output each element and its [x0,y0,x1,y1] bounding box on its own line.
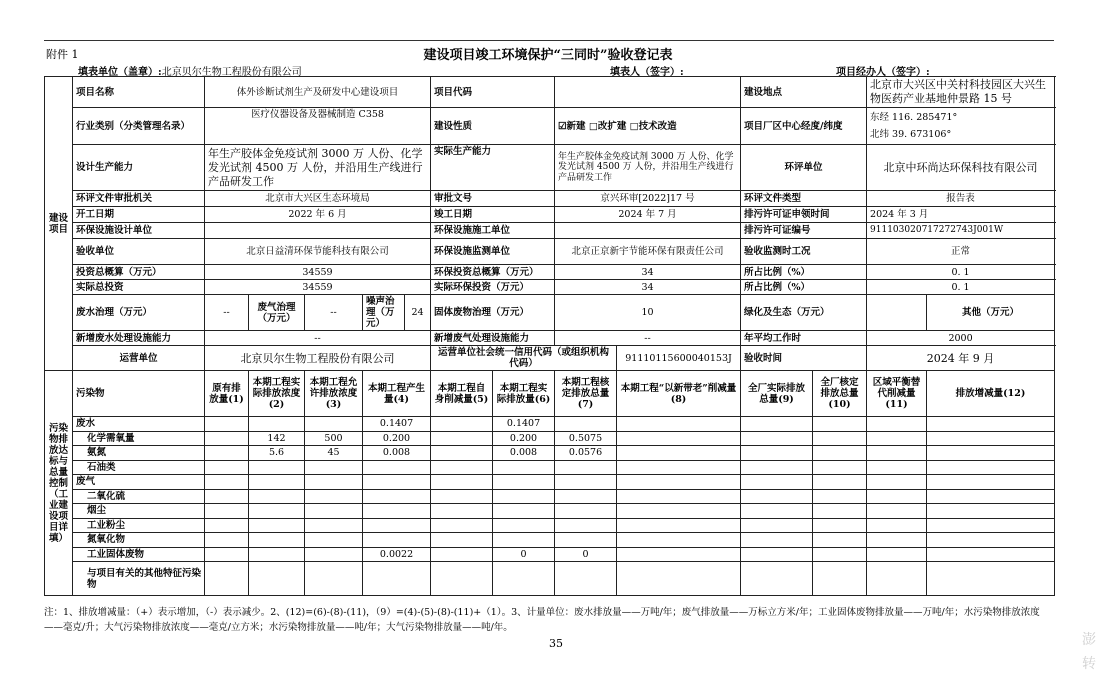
pollutant-cell [741,562,813,596]
pollutant-cell [867,518,927,533]
pollutant-cell: 0.200 [363,431,431,446]
pollutant-side-label: 污染物排放达标与总量控制（工业建设项目详填） [45,371,73,596]
other-label: 其他（万元） [927,295,1055,331]
pollutant-cell: 0 [493,547,555,562]
pollutant-cell [305,518,363,533]
finish-date-value: 2024 年 7 月 [555,207,741,223]
pollutant-cell [205,547,249,562]
acceptance-time-label: 验收时间 [741,346,867,371]
pollutant-header-2: 本期工程实际排放浓度(2) [249,371,305,417]
filler-unit-value: 北京贝尔生物工程股份有限公司 [161,67,302,78]
pollutant-cell [741,460,813,475]
pollutant-cell [205,518,249,533]
pollutant-cell [249,547,305,562]
footnote: 注：1、排放增减量：（+）表示增加，（-）表示减少。2、(12)=(6)-(8)-(11)，（9）=(4)-(5)-(8)-(11)+（1）。3、计量单位：废水排放量——万吨/年；废气排放量——万标立方米/年；工业固体废物排放量——万吨/年；水污染物排放浓度——毫克/升；大气污染物排放浓度——毫克/立方米；水污染物排放量——吨/年；大气污染物排放量——吨/年。 [44,607,1040,633]
pollutant-cell [431,446,493,461]
pollutant-cell [249,518,305,533]
pollutant-cell [205,489,249,504]
pollutant-cell [867,504,927,519]
pollutant-header-3: 本期工程允许排放浓度(3) [305,371,363,417]
pollutant-cell [927,518,1055,533]
credit-code-value: 91110115600040153J [617,346,741,371]
pollutant-cell [249,533,305,548]
greening-value [867,295,927,331]
ratio2-label: 所占比例（%） [741,280,867,295]
solid-treatment-label: 固体废物治理（万元） [431,295,555,331]
table-row [45,489,1055,504]
pollutant-cell [305,475,363,490]
top-rule [44,40,1054,41]
permit-no-value: 911103020717272743J001W [867,223,1055,239]
investment-budget-label: 投资总概算（万元） [73,265,205,280]
investment-actual-value: 34559 [205,280,431,295]
pollutant-cell [867,446,927,461]
center-value [867,108,1055,145]
watermark-char-2: 转 [1082,656,1096,672]
pollutant-cell [249,504,305,519]
pollutant-cell [555,562,617,596]
pollutant-cell: 5.6 [249,446,305,461]
pollutant-cell [741,489,813,504]
ratio2-value: 0. 1 [867,280,1055,295]
env-budget-label: 环保投资总概算（万元） [431,265,555,280]
pollutant-name: 化学需氧量 [73,431,205,446]
pollutant-cell [741,446,813,461]
pollutant-header-8: 本期工程“以新带老”削减量(8) [617,371,741,417]
eia-unit-label: 环评单位 [741,145,867,191]
eia-type-label: 环评文件类型 [741,191,867,207]
pollutant-cell: 0.0576 [555,446,617,461]
pollutant-cell [927,446,1055,461]
name-value: 体外诊断试剂生产及研发中心建设项目 [205,77,431,108]
pollutant-cell [363,489,431,504]
pollutant-cell [305,562,363,596]
env-build-value [555,223,741,239]
pollutant-cell [249,417,305,432]
pollutant-cell: 142 [249,431,305,446]
water-treatment-label: 废水治理（万元） [73,295,205,331]
pollutant-cell [867,475,927,490]
pollutant-cell [493,460,555,475]
pollutant-cell [813,431,867,446]
investment-budget-value: 34559 [205,265,431,280]
registration-table [44,76,1055,596]
noise-treatment-value: 24 [405,295,431,331]
pollutant-header-9: 全厂实际排放总量(9) [741,371,813,417]
location-label: 建设地点 [741,77,867,108]
env-actual-label: 实际环保投资（万元） [431,280,555,295]
pollutant-cell [927,417,1055,432]
pollutant-cell [617,446,741,461]
nature-value: ☑新建 □改扩建 □技术改造 [555,108,741,145]
pollutant-cell [305,460,363,475]
pollutant-cell: 0.008 [363,446,431,461]
working-hours-value: 2000 [867,331,1055,346]
finish-date-label: 竣工日期 [431,207,555,223]
new-gas-capacity-value: -- [555,331,741,346]
table-row [45,518,1055,533]
pollutant-cell [617,533,741,548]
pollutant-cell: 45 [305,446,363,461]
ratio-value: 0. 1 [867,265,1055,280]
pollutant-cell [617,460,741,475]
credit-code-label: 运营单位社会统一信用代码（或组织机构代码） [431,346,617,371]
pollutant-cell: 0.5075 [555,431,617,446]
pollutant-cell [431,562,493,596]
noise-treatment-label: 噪声治理（万元） [363,295,405,331]
center-label: 项目厂区中心经度/纬度 [741,108,867,145]
pollutant-header-12: 排放增减量(12) [927,371,1055,417]
pollutant-cell [249,562,305,596]
pollutant-name: 石油类 [73,460,205,475]
working-hours-label: 年平均工作时 [741,331,867,346]
env-design-value [205,223,431,239]
pollutant-header-6: 本期工程实际排放量(6) [493,371,555,417]
new-water-capacity-label: 新增废水处理设施能力 [73,331,205,346]
pollutant-cell [867,489,927,504]
attachment-label: 附件 1 [46,48,79,61]
pollutant-cell [741,533,813,548]
env-build-label: 环保设施施工单位 [431,223,555,239]
new-gas-capacity-label: 新增废气处理设施能力 [431,331,555,346]
filler-person: 填表人（签字）: [610,67,684,78]
investment-actual-label: 实际总投资 [73,280,205,295]
acceptance-unit-value: 北京日益清环保节能科技有限公司 [205,239,431,265]
pollutant-cell [741,431,813,446]
ratio-label: 所占比例（%） [741,265,867,280]
pollutant-cell [305,504,363,519]
pollutant-cell [305,417,363,432]
approval-no-label: 审批文号 [431,191,555,207]
table-row [45,460,1055,475]
pollutant-cell [617,475,741,490]
permit-no-label: 排污许可证编号 [741,223,867,239]
pollutant-cell [205,446,249,461]
filler-unit: 填表单位（盖章）:北京贝尔生物工程股份有限公司 [78,67,302,78]
pollutant-cell [741,417,813,432]
pollutant-cell [431,547,493,562]
longitude: 东经 116. 285471° [870,112,958,123]
eia-type-value: 报告表 [867,191,1055,207]
pollutant-header-4: 本期工程产生量(4) [363,371,431,417]
pollutant-header-1: 原有排放量(1) [205,371,249,417]
pollutant-cell [927,562,1055,596]
pollutant-cell [555,518,617,533]
start-date-label: 开工日期 [73,207,205,223]
pollutant-cell [813,547,867,562]
approval-org-label: 环评文件审批机关 [73,191,205,207]
env-budget-value: 34 [555,265,741,280]
name-label: 项目名称 [73,77,205,108]
design-capacity-label: 设计生产能力 [73,145,205,191]
pollutant-name: 氨氮 [73,446,205,461]
location-value: 北京市大兴区中关村科技园区大兴生物医药产业基地仲景路 15 号 [867,77,1055,108]
pollutant-cell [431,431,493,446]
pollutant-cell [363,475,431,490]
pollutant-cell [617,431,741,446]
solid-treatment-value: 10 [555,295,741,331]
pollutant-cell [813,460,867,475]
latitude: 北纬 39. 673106° [870,129,952,140]
table-row [45,547,1055,562]
pollutant-name: 二氧化硫 [73,489,205,504]
permit-date-label: 排污许可证申领时间 [741,207,867,223]
pollutant-cell [555,460,617,475]
pollutant-cell: 500 [305,431,363,446]
pollutant-cell [813,504,867,519]
pollutant-cell [741,504,813,519]
table-row [45,446,1055,461]
pollutant-cell [867,533,927,548]
pollutant-cell [617,547,741,562]
pollutant-cell [249,460,305,475]
gas-treatment-label: 废气治理（万元） [249,295,305,331]
pollutant-name: 烟尘 [73,504,205,519]
pollutant-cell [205,562,249,596]
code-label: 项目代码 [431,77,555,108]
project-manager: 项目经办人（签字）: [836,67,930,78]
pollutant-cell [555,475,617,490]
pollutant-cell [249,489,305,504]
pollutant-cell [431,417,493,432]
pollutant-cell [363,460,431,475]
pollutant-cell [741,475,813,490]
industry-label: 行业类别（分类管理名录） [73,108,205,145]
watermark [1082,628,1096,676]
operator-unit-value: 北京贝尔生物工程股份有限公司 [205,346,431,371]
pollutant-header-11: 区域平衡替代削减量(11) [867,371,927,417]
pollutant-cell [813,562,867,596]
actual-capacity-value: 年生产胶体金免疫试剂 3000 万 人份、化学发光试剂 4500 万 人份，并沿用生产线进行产品研发工作 [555,145,741,191]
water-treatment-value: -- [205,295,249,331]
pollutant-name: 工业固体废物 [73,547,205,562]
pollutant-cell [617,518,741,533]
page-number: 35 [549,637,563,650]
approval-org-value: 北京市大兴区生态环境局 [205,191,431,207]
monitor-condition-label: 验收监测时工况 [741,239,867,265]
table-row [45,475,1055,490]
pollutant-cell: 0.200 [493,431,555,446]
pollutant-cell [205,417,249,432]
pollutant-cell [555,489,617,504]
pollutant-cell [305,489,363,504]
pollutant-cell [813,489,867,504]
pollutant-cell [305,547,363,562]
pollutant-cell [555,504,617,519]
new-water-capacity-value: -- [205,331,431,346]
pollutant-name: 工业粉尘 [73,518,205,533]
code-value [555,77,741,108]
greening-label: 绿化及生态（万元） [741,295,867,331]
eia-unit-value: 北京中环尚达环保科技有限公司 [867,145,1055,191]
pollutant-cell [431,504,493,519]
pollutant-cell: 0.0022 [363,547,431,562]
table-row [45,431,1055,446]
pollutant-cell [205,504,249,519]
pollutant-cell [867,431,927,446]
pollutant-cell [617,562,741,596]
pollutant-cell [927,547,1055,562]
pollutant-cell [363,562,431,596]
pollutant-cell [555,533,617,548]
pollutant-cell: 0 [555,547,617,562]
actual-capacity-label: 实际生产能力 [431,145,555,191]
pollutant-cell [927,431,1055,446]
pollutant-header-10: 全厂核定排放总量(10) [813,371,867,417]
gas-treatment-value: -- [305,295,363,331]
pollutant-cell [249,475,305,490]
pollutant-cell [363,518,431,533]
pollutant-cell [617,504,741,519]
project-side-label: 建设项目 [45,77,73,371]
monitor-unit-label: 环保设施监测单位 [431,239,555,265]
pollutant-name: 废气 [73,475,205,490]
pollutant-cell [617,417,741,432]
industry-value: 医疗仪器设备及器械制造 C358 [205,108,431,145]
pollutant-cell [867,562,927,596]
pollutant-cell [927,460,1055,475]
pollutant-cell [741,518,813,533]
pollutant-name: 废水 [73,417,205,432]
pollutant-cell [493,562,555,596]
table-row [45,504,1055,519]
acceptance-unit-label: 验收单位 [73,239,205,265]
pollutant-cell: 0.008 [493,446,555,461]
monitor-unit-value: 北京正京新宇节能环保有限责任公司 [555,239,741,265]
pollutant-cell [927,533,1055,548]
table-row [45,533,1055,548]
pollutant-name: 与项目有关的其他特征污染物 [73,562,205,596]
operator-unit-label: 运营单位 [73,346,205,371]
approval-no-value: 京兴环审[2022]17 号 [555,191,741,207]
page-title: 建设项目竣工环境保护“三同时”验收登记表 [423,48,673,63]
pollutant-cell [205,475,249,490]
pollutant-cell [493,489,555,504]
pollutant-cell [431,533,493,548]
pollutant-cell [813,417,867,432]
watermark-char-1: 澎 [1082,632,1096,648]
pollutant-cell [431,489,493,504]
pollutant-header-7: 本期工程核定排放总量(7) [555,371,617,417]
pollutant-cell [741,547,813,562]
pollutant-cell [205,460,249,475]
pollutant-cell [431,518,493,533]
nature-label: 建设性质 [431,108,555,145]
pollutant-cell [555,417,617,432]
pollutant-header-5: 本期工程自身削减量(5) [431,371,493,417]
pollutant-cell [493,475,555,490]
pollutant-cell [813,518,867,533]
env-actual-value: 34 [555,280,741,295]
table-row [45,562,1055,596]
pollutant-cell [617,489,741,504]
acceptance-time-value: 2024 年 9 月 [867,346,1055,371]
table-row [45,417,1055,432]
pollutant-cell [813,446,867,461]
pollutant-cell [813,533,867,548]
pollutant-cell [431,460,493,475]
pollutant-cell [813,475,867,490]
pollutant-cell [493,504,555,519]
start-date-value: 2022 年 6 月 [205,207,431,223]
env-design-label: 环保设施设计单位 [73,223,205,239]
design-capacity-value: 年生产胶体金免疫试剂 3000 万 人份、化学发光试剂 4500 万 人份，并沿用生产线进行产品研发工作 [205,145,431,191]
pollutant-cell [363,504,431,519]
pollutant-cell [205,533,249,548]
pollutant-cell [867,547,927,562]
pollutant-cell [493,533,555,548]
pollutant-cell: 0.1407 [493,417,555,432]
pollutant-cell [867,417,927,432]
pollutant-cell [305,533,363,548]
pollutant-cell [205,431,249,446]
pollutant-header-0: 污染物 [73,371,205,417]
pollutant-cell [867,460,927,475]
permit-date-value: 2024 年 3 月 [867,207,1055,223]
pollutant-cell: 0.1407 [363,417,431,432]
pollutant-cell [927,504,1055,519]
monitor-condition-value: 正常 [867,239,1055,265]
pollutant-name: 氮氧化物 [73,533,205,548]
pollutant-cell [493,518,555,533]
pollutant-cell [927,475,1055,490]
pollutant-cell [363,533,431,548]
pollutant-cell [431,475,493,490]
pollutant-cell [927,489,1055,504]
